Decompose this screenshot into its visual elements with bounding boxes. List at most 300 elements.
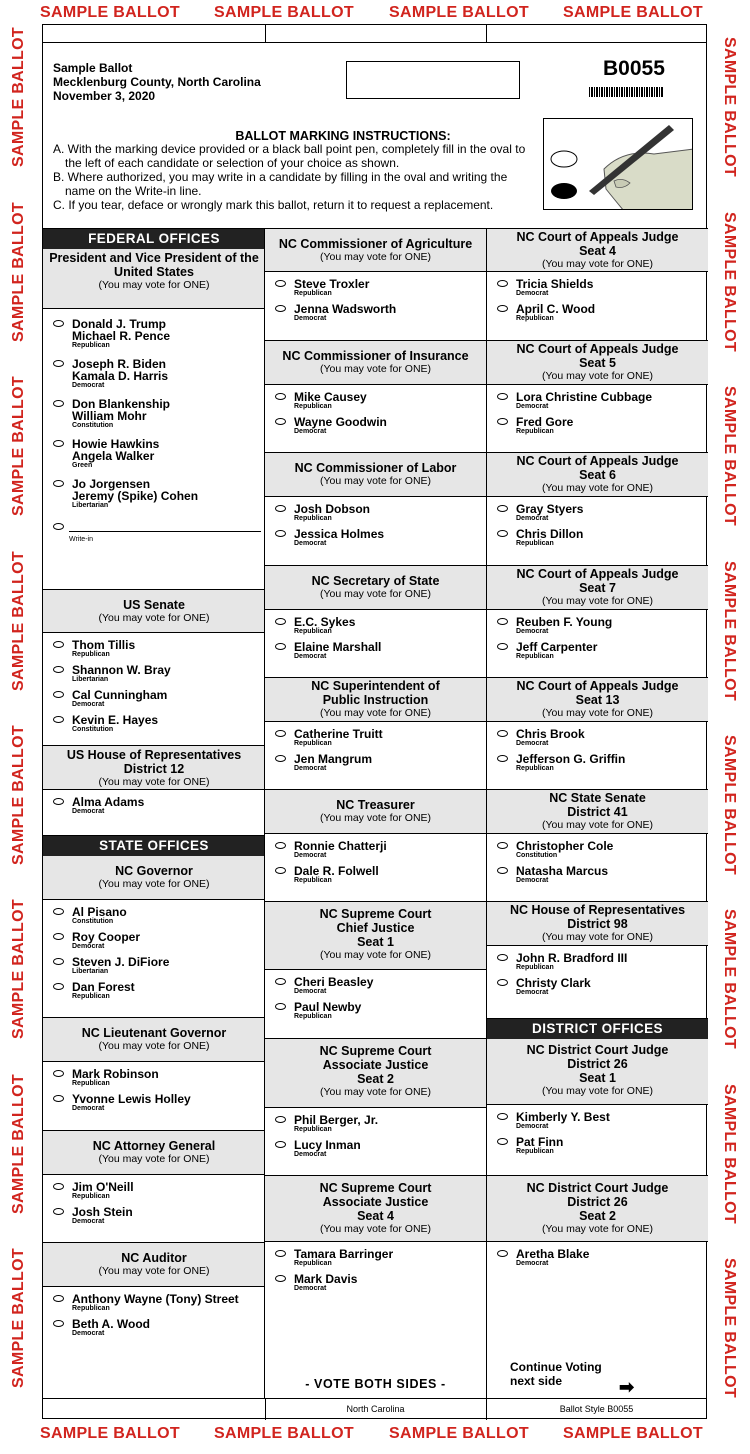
contest bbox=[265, 452, 486, 547]
vote-oval[interactable] bbox=[275, 393, 286, 400]
candidate-party: Republican bbox=[516, 653, 554, 660]
candidate-party: Democrat bbox=[516, 628, 549, 635]
vote-oval[interactable] bbox=[275, 1275, 286, 1282]
vote-oval[interactable] bbox=[53, 908, 64, 915]
candidate-name: Dale R. Folwell bbox=[294, 864, 379, 878]
candidate-option[interactable] bbox=[487, 753, 708, 772]
watermark-top bbox=[0, 4, 750, 24]
candidate-name: Chris Brook bbox=[516, 727, 585, 741]
vote-oval[interactable] bbox=[497, 418, 508, 425]
candidate-name: Jessica Holmes bbox=[294, 527, 385, 541]
candidate-option[interactable] bbox=[43, 1318, 265, 1337]
section-banner: STATE OFFICES bbox=[43, 836, 265, 856]
candidate-party: Republican bbox=[294, 877, 332, 884]
vote-instruction: (You may vote for ONE) bbox=[541, 595, 654, 607]
vote-oval[interactable] bbox=[53, 480, 64, 487]
vote-oval[interactable] bbox=[53, 1208, 64, 1215]
candidate-option[interactable] bbox=[487, 303, 708, 322]
vote-oval[interactable] bbox=[275, 1250, 286, 1257]
watermark-text: SAMPLE BALLOT bbox=[721, 386, 738, 526]
contest-header bbox=[265, 678, 486, 722]
candidate-party: Democrat bbox=[294, 540, 327, 547]
candidate-option[interactable] bbox=[43, 956, 265, 975]
candidate-name: Ronnie Chatterji bbox=[294, 839, 387, 853]
candidate-option[interactable] bbox=[265, 840, 486, 859]
candidate-option[interactable] bbox=[265, 865, 486, 884]
watermark-text: SAMPLE BALLOT bbox=[10, 27, 27, 167]
contest-title: Seat 13 bbox=[575, 693, 620, 707]
vote-oval[interactable] bbox=[497, 305, 508, 312]
candidate-name: Anthony Wayne (Tony) Street bbox=[72, 1292, 239, 1306]
candidate-name: Jeff Carpenter bbox=[516, 640, 598, 654]
vote-oval[interactable] bbox=[497, 505, 508, 512]
candidate-name: Christopher Cole bbox=[516, 839, 614, 853]
contest-title: NC District Court Judge bbox=[526, 1043, 669, 1057]
vote-oval[interactable] bbox=[53, 523, 64, 530]
contest-title: Seat 1 bbox=[357, 935, 394, 949]
contest-title: District 26 bbox=[567, 1195, 628, 1209]
candidate-party: Republican bbox=[294, 515, 332, 522]
instruction-b: B. Where authorized, you may write in a candidate by filling in the oval and writing the name on the Write-in line. bbox=[53, 170, 508, 198]
contest-header bbox=[487, 453, 708, 497]
candidate-party: Democrat bbox=[516, 290, 549, 297]
candidate-party: Republican bbox=[72, 1305, 110, 1312]
contest-title: NC Supreme Court bbox=[319, 1044, 432, 1058]
candidate-party: Democrat bbox=[516, 1260, 549, 1267]
candidate-name: Jenna Wadsworth bbox=[294, 302, 397, 316]
candidate-name: Beth A. Wood bbox=[72, 1317, 150, 1331]
candidate-name: Josh Dobson bbox=[294, 502, 371, 516]
candidate-option[interactable] bbox=[487, 641, 708, 660]
candidate-option[interactable] bbox=[487, 865, 708, 884]
contest-header bbox=[265, 902, 486, 970]
column-1 bbox=[43, 228, 265, 1398]
contest-title: NC Governor bbox=[115, 864, 193, 878]
candidate-name: Mark Davis bbox=[294, 1272, 358, 1286]
contest bbox=[487, 1175, 708, 1267]
candidate-party: Republican bbox=[72, 993, 110, 1000]
contest bbox=[265, 340, 486, 435]
vote-oval[interactable] bbox=[275, 1141, 286, 1148]
contest bbox=[265, 789, 486, 884]
candidate-option[interactable] bbox=[265, 278, 486, 297]
candidate-party: Democrat bbox=[516, 1123, 549, 1130]
vote-oval[interactable] bbox=[53, 1095, 64, 1102]
vote-both-sides: - VOTE BOTH SIDES - bbox=[305, 1377, 446, 1391]
contest-title: Seat 5 bbox=[579, 356, 616, 370]
vote-oval[interactable] bbox=[275, 978, 286, 985]
contest-title: Seat 4 bbox=[579, 244, 616, 258]
contest-header bbox=[487, 1039, 708, 1105]
candidate-option[interactable] bbox=[43, 796, 265, 815]
contest-title: District 98 bbox=[567, 917, 628, 931]
watermark-text: SAMPLE BALLOT bbox=[721, 1084, 738, 1224]
vote-instruction: (You may vote for ONE) bbox=[98, 612, 210, 624]
candidate-name: Howie Hawkins bbox=[72, 437, 160, 451]
candidate-party: Democrat bbox=[516, 403, 549, 410]
candidate-party: Democrat bbox=[516, 989, 549, 996]
candidate-option[interactable] bbox=[43, 318, 265, 349]
candidate-name: Paul Newby bbox=[294, 1000, 362, 1014]
candidate-option[interactable] bbox=[487, 528, 708, 547]
section-banner: FEDERAL OFFICES bbox=[43, 229, 265, 249]
contest bbox=[265, 677, 486, 772]
vote-instruction: (You may vote for ONE) bbox=[319, 251, 432, 263]
watermark-text: SAMPLE BALLOT bbox=[10, 1248, 27, 1388]
candidate-option[interactable] bbox=[487, 952, 708, 971]
barcode bbox=[589, 87, 664, 97]
vote-oval[interactable] bbox=[497, 1113, 508, 1120]
footer-style: Ballot Style B0055 bbox=[559, 1404, 634, 1414]
candidate-option[interactable] bbox=[43, 981, 265, 1000]
candidate-party: Republican bbox=[516, 428, 554, 435]
contest-header bbox=[43, 249, 265, 309]
candidate-option[interactable] bbox=[487, 416, 708, 435]
instruction-a: A. With the marking device provided or a black ball point pen, completely fill in the oval to the left of each candidate or selection of your choice as shown. bbox=[53, 142, 526, 170]
candidate-name: Cal Cunningham bbox=[72, 688, 168, 702]
vote-instruction: (You may vote for ONE) bbox=[98, 1153, 210, 1165]
candidate-option[interactable] bbox=[43, 931, 265, 950]
contest-title: NC Lieutenant Governor bbox=[81, 1026, 227, 1040]
candidate-name: Natasha Marcus bbox=[516, 864, 609, 878]
contest bbox=[487, 677, 708, 772]
vote-instruction: (You may vote for ONE) bbox=[98, 1265, 210, 1277]
vote-oval[interactable] bbox=[497, 393, 508, 400]
candidate-option[interactable] bbox=[487, 1111, 708, 1130]
watermark-text: SAMPLE BALLOT bbox=[10, 202, 27, 342]
watermark-text: SAMPLE BALLOT bbox=[721, 561, 738, 701]
contest bbox=[43, 1130, 265, 1225]
vote-oval[interactable] bbox=[53, 933, 64, 940]
candidate-option[interactable] bbox=[43, 689, 265, 708]
instruction-c: C. If you tear, deface or wrongly mark this ballot, return it to request a replacement. bbox=[53, 198, 494, 212]
candidate-option[interactable] bbox=[265, 976, 486, 995]
vote-oval[interactable] bbox=[275, 643, 286, 650]
candidate-option[interactable] bbox=[487, 728, 708, 747]
vote-oval[interactable] bbox=[53, 691, 64, 698]
vote-instruction: (You may vote for ONE) bbox=[319, 812, 432, 824]
candidate-name: Roy Cooper bbox=[72, 930, 141, 944]
vote-instruction: (You may vote for ONE) bbox=[541, 482, 654, 494]
candidate-name: Thom Tillis bbox=[72, 638, 136, 652]
continue-voting bbox=[510, 1360, 602, 1388]
candidate-name: Jen Mangrum bbox=[294, 752, 373, 766]
candidate-party: Democrat bbox=[72, 808, 105, 815]
vote-instruction: (You may vote for ONE) bbox=[98, 1040, 210, 1052]
contest-title: NC Secretary of State bbox=[311, 574, 440, 588]
candidate-option[interactable] bbox=[487, 391, 708, 410]
contest-title: NC Commissioner of Insurance bbox=[282, 349, 469, 363]
watermark-text: SAMPLE BALLOT bbox=[389, 4, 529, 21]
vote-oval[interactable] bbox=[497, 867, 508, 874]
contest-header bbox=[43, 1243, 265, 1287]
vote-oval[interactable] bbox=[275, 842, 286, 849]
candidate-option[interactable] bbox=[487, 840, 708, 859]
candidate-name: Lora Christine Cubbage bbox=[516, 390, 653, 404]
candidate-party: Democrat bbox=[294, 765, 327, 772]
watermark-text: SAMPLE BALLOT bbox=[10, 376, 27, 516]
contest-title: President and Vice President of the United States bbox=[49, 251, 259, 279]
candidate-option[interactable] bbox=[43, 358, 265, 389]
contest-header bbox=[43, 1131, 265, 1175]
candidate-party: Democrat bbox=[72, 1105, 105, 1112]
candidate-option[interactable] bbox=[43, 1181, 265, 1200]
ballot-footer bbox=[43, 1398, 706, 1420]
watermark-text: SAMPLE BALLOT bbox=[40, 1425, 180, 1442]
vote-oval[interactable] bbox=[53, 400, 64, 407]
instructions bbox=[53, 142, 538, 212]
watermark-text: SAMPLE BALLOT bbox=[40, 4, 180, 21]
vote-oval[interactable] bbox=[53, 320, 64, 327]
vote-oval[interactable] bbox=[53, 641, 64, 648]
vote-oval[interactable] bbox=[497, 530, 508, 537]
vote-oval[interactable] bbox=[275, 867, 286, 874]
watermark-text: SAMPLE BALLOT bbox=[721, 212, 738, 352]
candidate-option[interactable] bbox=[265, 616, 486, 635]
candidate-party: Constitution bbox=[72, 918, 114, 925]
vote-instruction: (You may vote for ONE) bbox=[98, 878, 210, 890]
vote-oval[interactable] bbox=[53, 1183, 64, 1190]
vote-instruction: (You may vote for ONE) bbox=[319, 1223, 432, 1235]
candidate-party: Democrat bbox=[294, 852, 327, 859]
vote-oval[interactable] bbox=[275, 730, 286, 737]
watermark-text: SAMPLE BALLOT bbox=[721, 735, 738, 875]
vote-oval[interactable] bbox=[275, 618, 286, 625]
vote-oval[interactable] bbox=[53, 798, 64, 805]
candidate-party: Democrat bbox=[72, 1330, 105, 1337]
watermark-text: SAMPLE BALLOT bbox=[389, 1425, 529, 1442]
vote-oval[interactable] bbox=[53, 716, 64, 723]
candidate-option[interactable] bbox=[265, 416, 486, 435]
candidate-name: Elaine Marshall bbox=[294, 640, 382, 654]
contest bbox=[487, 228, 708, 322]
contest-header bbox=[487, 902, 708, 946]
candidate-option[interactable] bbox=[487, 503, 708, 522]
candidate-party: Democrat bbox=[294, 315, 327, 322]
vote-oval[interactable] bbox=[53, 958, 64, 965]
running-mate-name: Angela Walker bbox=[72, 449, 155, 463]
candidate-option[interactable] bbox=[43, 639, 265, 658]
vote-oval[interactable] bbox=[53, 440, 64, 447]
contest-title: NC State Senate bbox=[549, 791, 646, 805]
contest bbox=[487, 1018, 708, 1155]
candidate-option[interactable] bbox=[43, 1068, 265, 1087]
candidate-party: Republican bbox=[72, 1193, 110, 1200]
candidate-name: Jo Jorgensen bbox=[72, 477, 151, 491]
watermark-text: SAMPLE BALLOT bbox=[563, 1425, 703, 1442]
candidate-option[interactable] bbox=[43, 1206, 265, 1225]
vote-oval[interactable] bbox=[497, 618, 508, 625]
candidate-option[interactable] bbox=[43, 398, 265, 429]
vote-oval[interactable] bbox=[53, 666, 64, 673]
candidate-option[interactable] bbox=[265, 728, 486, 747]
candidate-option[interactable] bbox=[265, 753, 486, 772]
contest bbox=[487, 901, 708, 996]
watermark-text: SAMPLE BALLOT bbox=[721, 1258, 738, 1398]
contest-title: Associate Justice bbox=[322, 1195, 429, 1209]
vote-oval[interactable] bbox=[275, 1003, 286, 1010]
candidate-name: Don Blankenship bbox=[72, 397, 171, 411]
vote-oval[interactable] bbox=[497, 755, 508, 762]
candidate-party: Democrat bbox=[294, 653, 327, 660]
candidate-name: Chris Dillon bbox=[516, 527, 584, 541]
vote-oval[interactable] bbox=[497, 1250, 508, 1257]
candidate-option[interactable] bbox=[43, 1293, 265, 1312]
candidate-option[interactable] bbox=[265, 1114, 486, 1133]
vote-oval[interactable] bbox=[497, 979, 508, 986]
write-in-option[interactable] bbox=[43, 521, 265, 546]
watermark-bottom bbox=[0, 1425, 750, 1445]
candidate-option[interactable] bbox=[43, 438, 265, 469]
contest-title: NC Court of Appeals Judge bbox=[516, 567, 679, 581]
watermark-text: SAMPLE BALLOT bbox=[214, 4, 354, 21]
contest-header bbox=[43, 746, 265, 790]
vote-oval[interactable] bbox=[53, 983, 64, 990]
watermark-text: SAMPLE BALLOT bbox=[214, 1425, 354, 1442]
contest-title: NC Treasurer bbox=[336, 798, 415, 812]
candidate-party: Republican bbox=[294, 403, 332, 410]
candidate-name: Catherine Truitt bbox=[294, 727, 383, 741]
contest-title: Seat 4 bbox=[357, 1209, 394, 1223]
vote-instruction: (You may vote for ONE) bbox=[541, 819, 654, 831]
section-banner: DISTRICT OFFICES bbox=[487, 1019, 708, 1039]
contest-title: NC Superintendent of bbox=[311, 679, 440, 693]
vote-instruction: (You may vote for ONE) bbox=[541, 1085, 654, 1097]
header-line: Sample Ballot bbox=[53, 61, 133, 75]
candidate-party: Republican bbox=[516, 1148, 554, 1155]
candidate-name: Dan Forest bbox=[72, 980, 135, 994]
candidate-option[interactable] bbox=[487, 278, 708, 297]
vote-oval[interactable] bbox=[275, 505, 286, 512]
vote-oval[interactable] bbox=[53, 360, 64, 367]
watermark-text: SAMPLE BALLOT bbox=[563, 4, 703, 21]
contest-title: District 26 bbox=[567, 1057, 628, 1071]
candidate-option[interactable] bbox=[487, 1136, 708, 1155]
candidate-party: Democrat bbox=[72, 701, 105, 708]
candidate-option[interactable] bbox=[265, 1139, 486, 1158]
candidate-option[interactable] bbox=[43, 478, 265, 509]
candidate-option[interactable] bbox=[265, 1248, 486, 1267]
candidate-option[interactable] bbox=[487, 616, 708, 635]
vote-instruction: (You may vote for ONE) bbox=[541, 931, 654, 943]
ballot-code: B0055 bbox=[603, 57, 665, 80]
contest-title: District 41 bbox=[567, 805, 628, 819]
vote-oval[interactable] bbox=[275, 755, 286, 762]
vote-oval[interactable] bbox=[53, 1295, 64, 1302]
candidate-name: Tamara Barringer bbox=[294, 1247, 394, 1261]
contest-header bbox=[487, 341, 708, 385]
candidate-name: Mike Causey bbox=[294, 390, 367, 404]
candidate-option[interactable] bbox=[265, 1273, 486, 1292]
vote-oval[interactable] bbox=[275, 530, 286, 537]
candidate-option[interactable] bbox=[487, 1248, 708, 1267]
contest bbox=[265, 1038, 486, 1158]
vote-oval[interactable] bbox=[275, 305, 286, 312]
candidate-party: Libertarian bbox=[72, 676, 109, 683]
candidate-option[interactable] bbox=[265, 303, 486, 322]
vote-oval[interactable] bbox=[497, 842, 508, 849]
candidate-name: Tricia Shields bbox=[516, 277, 594, 291]
candidate-party: Republican bbox=[516, 964, 554, 971]
candidate-party: Republican bbox=[294, 740, 332, 747]
contest-header bbox=[487, 566, 708, 610]
candidate-name: Gray Styers bbox=[516, 502, 584, 516]
vote-oval[interactable] bbox=[53, 1320, 64, 1327]
candidate-option[interactable] bbox=[43, 714, 265, 733]
candidate-name: Josh Stein bbox=[72, 1205, 133, 1219]
contest-title: Seat 1 bbox=[579, 1071, 616, 1085]
candidate-name: Yvonne Lewis Holley bbox=[72, 1092, 191, 1106]
marking-illustration bbox=[543, 118, 693, 210]
vote-oval[interactable] bbox=[497, 1138, 508, 1145]
write-in-line[interactable] bbox=[69, 521, 261, 532]
vote-instruction: (You may vote for ONE) bbox=[319, 949, 432, 961]
contest-title: US Senate bbox=[123, 598, 185, 612]
watermark-text: SAMPLE BALLOT bbox=[10, 551, 27, 691]
candidate-name: Cheri Beasley bbox=[294, 975, 374, 989]
contest-title: Seat 2 bbox=[579, 1209, 616, 1223]
vote-oval[interactable] bbox=[497, 730, 508, 737]
vote-oval[interactable] bbox=[497, 954, 508, 961]
contest bbox=[487, 452, 708, 547]
candidate-option[interactable] bbox=[265, 503, 486, 522]
candidate-name: Kimberly Y. Best bbox=[516, 1110, 610, 1124]
vote-oval[interactable] bbox=[275, 418, 286, 425]
contest-title: NC Court of Appeals Judge bbox=[516, 342, 679, 356]
contest-title: NC Attorney General bbox=[92, 1139, 216, 1153]
candidate-party: Constitution bbox=[72, 726, 114, 733]
contest-header bbox=[43, 856, 265, 900]
vote-instruction: (You may vote for ONE) bbox=[541, 258, 654, 270]
vote-oval[interactable] bbox=[275, 280, 286, 287]
contest-title: Chief Justice bbox=[336, 921, 415, 935]
candidate-party: Republican bbox=[516, 540, 554, 547]
contest bbox=[265, 1175, 486, 1292]
contest-title: Public Instruction bbox=[322, 693, 429, 707]
contest-title: NC Court of Appeals Judge bbox=[516, 454, 679, 468]
candidate-name: Steven J. DiFiore bbox=[72, 955, 170, 969]
candidate-name: Al Pisano bbox=[72, 905, 127, 919]
candidate-name: Christy Clark bbox=[516, 976, 591, 990]
candidate-name: Phil Berger, Jr. bbox=[294, 1113, 379, 1127]
vote-oval[interactable] bbox=[497, 643, 508, 650]
candidate-option[interactable] bbox=[43, 664, 265, 683]
vote-oval[interactable] bbox=[275, 1116, 286, 1123]
vote-oval[interactable] bbox=[497, 280, 508, 287]
contest-header bbox=[265, 341, 486, 385]
candidate-name: Reuben F. Young bbox=[516, 615, 613, 629]
candidate-option[interactable] bbox=[265, 1001, 486, 1020]
candidate-option[interactable] bbox=[43, 1093, 265, 1112]
candidate-option[interactable] bbox=[43, 906, 265, 925]
candidate-option[interactable] bbox=[265, 391, 486, 410]
write-in-label: Write-in bbox=[69, 536, 93, 543]
candidate-party: Republican bbox=[294, 1013, 332, 1020]
vote-oval[interactable] bbox=[53, 1070, 64, 1077]
candidate-name: John R. Bradford III bbox=[516, 951, 628, 965]
contest-header bbox=[43, 590, 265, 633]
candidate-option[interactable] bbox=[265, 528, 486, 547]
candidate-option[interactable] bbox=[487, 977, 708, 996]
contest-title: NC Court of Appeals Judge bbox=[516, 679, 679, 693]
candidate-option[interactable] bbox=[265, 641, 486, 660]
contest bbox=[43, 589, 265, 733]
contest-header bbox=[487, 1176, 708, 1242]
contest bbox=[43, 228, 265, 546]
contest bbox=[43, 1242, 265, 1337]
contest-title: NC Supreme Court bbox=[319, 907, 432, 921]
vote-instruction: (You may vote for ONE) bbox=[319, 588, 432, 600]
